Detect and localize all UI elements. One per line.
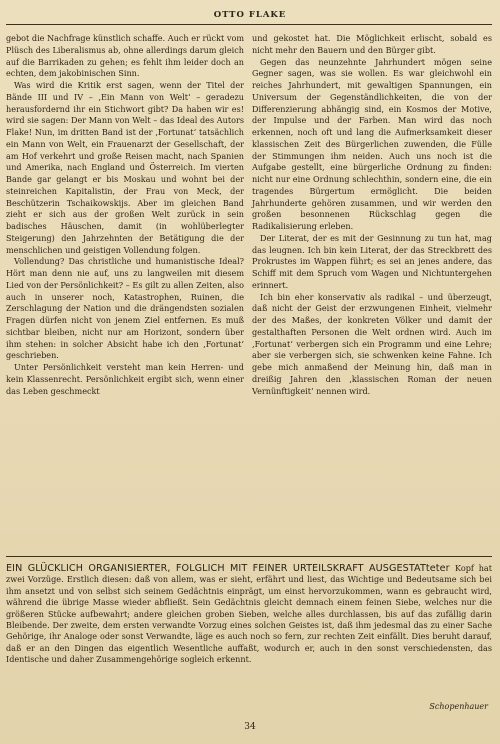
left-column (6, 33, 244, 397)
header-rule (6, 24, 492, 25)
paragraph: Ich bin eher konservativ als radikal – und überzeugt, daß nicht der Geist der erzwungenen Einheit, vielmehr der des Maßes, der konkreten Völker und damit der gestalthaften Personen die Welt ordnen wird. Auch im ‚Fortunat‘ verbergen sich ein Programm und eine Lehre; aber sie verbergen sich, sie schwenken keine Fahne. Ich gebe mich anmaßend der Meinung hin, daß man in dreißig Jahren den ‚klassischen Roman der neuen Vernünftigkeit‘ nennen wird. (252, 291, 492, 396)
paragraph: gebot die Nachfrage künstlich schaffe. Auch er rückt vom Plüsch des Liberalismus ab, ohne allerdings darum gleich auf die Barrikaden zu gehen; es fehlt ihm leider doch an echten, dem jakobinischen Sinn. (6, 33, 244, 79)
quote-block (6, 563, 492, 666)
paragraph: Was wird die Kritik erst sagen, wenn der Titel der Bände III und IV – ‚Ein Mann von Welt‘ – geradezu herausfordernd ihr ein Stichwort gibt? Da haben wir es! wird sie sagen: Der Mann von Welt – das Ideal des Autors Flake! Nun, im dritten Band ist der ‚Fortunat‘ tatsächlich ein Mann von Welt, ein Frauenarzt der Gesellschaft, der am Hof verkehrt und große Reisen macht, nach Spanien und Amerika, nach England und Österreich. Im vierten Bande gar gelangt er bis Moskau und wohnt bei der steinreichen Kapitalistin, der Frau von Meck, der Beschützerin Tschaikowskijs. Aber im gleichen Band zieht er sich aus der großen Welt zurück in sein badisches Häuschen, damit (in wohlüberlegter Steigerung) den Jahrzehnten der Betätigung die der menschlichen und geistigen Vollendung folgen. (6, 80, 244, 255)
paragraph: Der Literat, der es mit der Gesinnung zu tun hat, mag das leugnen. Ich bin kein Literat, der das Streckbrett des Prokrustes im Wappen führt; es sei an jenes andere, das Schiff mit dem Spruch vom Wagen und Nichtuntergehen erinnert. (252, 232, 492, 290)
quote-body: Kopf hat zwei Vorzüge. Erstlich diesen: daß von allem, was er sieht, erfährt und liest, das Wichtige und Bedeutsame sich bei ihm ansetzt und von selbst sich seinem Gedächtnis einprägt, um einst hervorzukommen, wann es gebraucht wird, während die übrige Masse wieder abfließt. Sein Gedächtnis gleicht demnach einem feinen Siebe, welches nur die größeren Stücke aufbewahrt; andere gleichen groben Sieben, welche alles durchlassen, bis auf das zufällig darin Bleibende. Der zweite, dem ersten verwandte Vorzug eines solchen Geistes ist, daß ihm jedesmal das zu einer Sache Gehörige, ihr Analoge oder sonst Verwandte, läge es auch noch so fern, zur rechten Zeit einfällt. Dies beruht darauf, daß er an den Dingen das eigentlich Wesentliche auffaßt, wodurch er, auch in den sonst verschiedensten, das Identische und daher Zusammengehörige sogleich erkennt. (6, 563, 492, 665)
quote-author: Schopenhauer (429, 702, 488, 711)
running-header: OTTO FLAKE (213, 10, 287, 20)
page-number: 34 (244, 722, 256, 732)
paragraph: Vollendung? Das christliche und humanistische Ideal? Hört man denn nie auf, uns zu langweilen mit diesem Lied von der Persönlichkeit? – Es gilt zu allen Zeiten, also auch in unserer noch, Katastrophen, Ruinen, die Zerschlagung der Nation und die drängendsten sozialen Fragen dürfen nicht von jenem Ziel entfernen. Es muß sichtbar bleiben, nicht nur am Horizont, sondern über ihm stehen: in solcher Absicht habe ich den ‚Fortunat‘ geschrieben. (6, 256, 244, 361)
quote-heading: EIN GLÜCKLICH ORGANISIERTER, FOLGLICH MIT FEINER URTEILSKRAFT AUSGESTATteter (6, 563, 456, 574)
paragraph: Unter Persönlichkeit versteht man kein Herren- und kein Klassenrecht. Persönlichkeit ergibt sich, wenn einer das Leben geschmeckt (6, 362, 244, 396)
section-rule (6, 556, 492, 557)
right-column (252, 33, 492, 397)
paragraph: Gegen das neunzehnte Jahrhundert mögen seine Gegner sagen, was sie wollen. Es war gleichwohl ein reiches Jahrhundert, mit gewaltigen Spannungen, ein Universum der Gegenständlichkeiten, die von der Differenzierung abhängig sind, ein Kosmos der Motive, der Impulse und der Farben. Man wird das noch erkennen, noch oft und lang die Aufmerksamkeit dieser klassischen Zeit des Bürgerlichen zuwenden, die Fülle der Stimmungen ihm neiden. Auch uns noch ist die Aufgabe gestellt, eine bürgerliche Ordnung zu finden: nicht nur eine Ordnung schlechthin, sondern eine, die ein tragendes Bürgertum ermöglicht. Die beiden Jahrhunderte gehören zusammen, und wir werden den großen besonnenen Rückschlag gegen die Radikalisierung erleben. (252, 56, 492, 231)
paragraph: und gekostet hat. Die Möglichkeit erlischt, sobald es nicht mehr den Bauern und den Bürger gibt. (252, 33, 492, 55)
